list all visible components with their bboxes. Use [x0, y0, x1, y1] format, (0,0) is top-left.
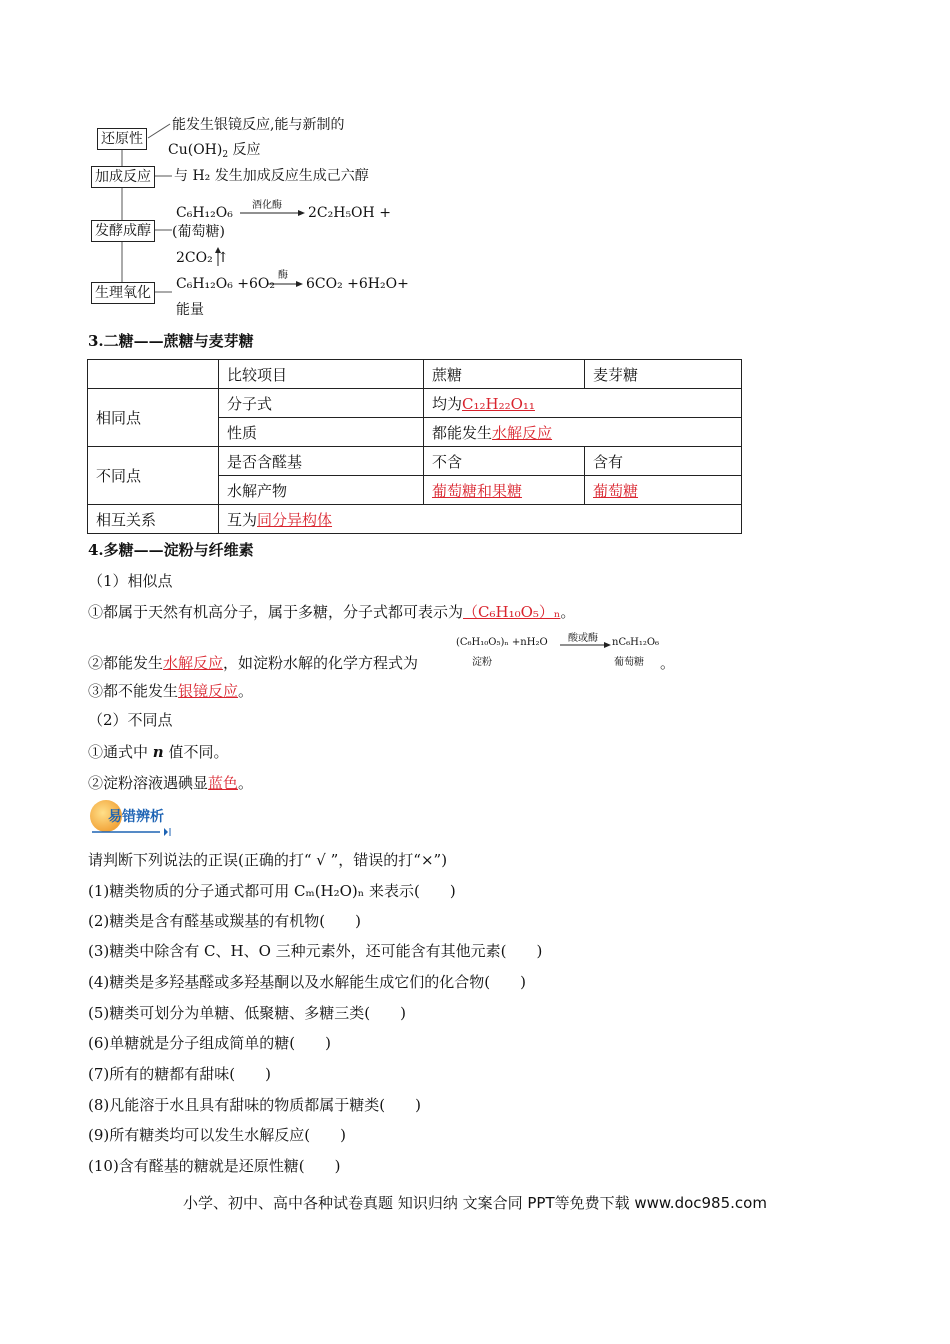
reduce-desc-line2: $Cu(OH)_2$ 反应 — [168, 142, 261, 160]
similar-heading: （1）相似点 — [88, 572, 173, 590]
answer-formula: C₁₂H₂₂O₁₁ — [462, 394, 535, 413]
table-row — [88, 447, 742, 476]
badge-label: 易错辨析 — [108, 809, 164, 825]
ferment-product: 2C₂H₅OH + — [308, 205, 391, 221]
oxidation-eq-right: 6CO₂ +6H₂O+ — [306, 276, 409, 292]
table-cell: 麦芽糖 — [585, 360, 742, 389]
addition-desc: 与 H₂ 发生加成反应生成己六醇 — [174, 168, 369, 184]
table-cell: 都能发生水解反应 — [424, 418, 742, 447]
table-cell: 互为同分异构体 — [219, 505, 742, 534]
different-heading: （2）不同点 — [88, 711, 173, 729]
equation-arrow — [560, 640, 612, 650]
different-item-2: ②淀粉溶液遇碘显蓝色。 — [88, 774, 254, 792]
disaccharide-table — [87, 359, 742, 534]
oxidation-energy: 能量 — [176, 302, 204, 318]
answer-hydro-sucrose: 葡萄糖和果糖 — [432, 481, 523, 500]
table-cell: 相互关系 — [88, 505, 219, 534]
table-cell: 水解产物 — [219, 476, 424, 505]
ferment-reactant: C₆H₁₂O₆ — [176, 205, 233, 221]
list-item: (1)糖类物质的分子通式都可用 Cₘ(H₂O)ₙ 来表示( ) — [88, 882, 456, 900]
answer-hydro-maltose: 葡萄糖 — [593, 481, 639, 500]
table-cell — [88, 360, 219, 389]
list-item: (8)凡能溶于水且具有甜味的物质都属于糖类( ) — [88, 1096, 421, 1114]
ferment-co2: 2CO₂ ↑ — [176, 250, 229, 266]
different-item-1: ①通式中 n 值不同。 — [88, 743, 229, 761]
similar-item-3: ③都不能发生银镜反应。 — [88, 682, 254, 700]
error-analysis-badge — [88, 798, 184, 838]
ferment-glucose-label: (葡萄糖) — [172, 224, 225, 240]
page-footer: 小学、初中、高中各种试卷真题 知识归纳 文案合同 PPT等免费下载 www.doc985.com — [183, 1194, 767, 1212]
list-item: (6)单糖就是分子组成简单的糖( ) — [88, 1034, 331, 1052]
table-row — [88, 505, 742, 534]
table-cell: 含有 — [585, 447, 742, 476]
list-item: (3)糖类中除含有 C、H、O 三种元素外，还可能含有其他元素( ) — [88, 942, 543, 960]
list-item: (9)所有糖类均可以发生水解反应( ) — [88, 1126, 346, 1144]
table-cell: 蔗糖 — [424, 360, 585, 389]
oxidation-enzyme: 酶 — [278, 270, 288, 281]
table-cell: 是否含醛基 — [219, 447, 424, 476]
section4-heading: 4.多糖——淀粉与纤维素 — [88, 541, 254, 559]
box-fermentation: 发酵成醇 — [91, 220, 155, 242]
diagram-connectors — [0, 0, 950, 330]
section3-heading: 3.二糖——蔗糖与麦芽糖 — [88, 332, 254, 350]
table-cell: 不含 — [424, 447, 585, 476]
reduce-desc-line1: 能发生银镜反应,能与新制的 — [172, 117, 345, 133]
errors-intro: 请判断下列说法的正误(正确的打“ √ ”，错误的打“×”) — [88, 851, 448, 869]
answer-property: 水解反应 — [492, 423, 553, 442]
similar-item-1: ①都属于天然有机高分子，属于多糖，分子式都可表示为（C₆H₁₀O₅）ₙ。 — [88, 603, 576, 621]
list-item: (2)糖类是含有醛基或羰基的有机物( ) — [88, 912, 361, 930]
list-item: (4)糖类是多羟基醛或多羟基酮以及水解能生成它们的化合物( ) — [88, 973, 526, 991]
table-row — [88, 360, 742, 389]
table-cell: 均为C₁₂H₂₂O₁₁ — [424, 389, 742, 418]
oxidation-eq-left: C₆H₁₂O₆ +6O₂ — [176, 276, 276, 292]
answer-relation: 同分异构体 — [257, 510, 333, 529]
box-addition: 加成反应 — [91, 166, 155, 188]
list-item: (10)含有醛基的糖就是还原性糖( ) — [88, 1157, 341, 1175]
table-cell — [424, 476, 585, 505]
ferment-enzyme: 酒化酶 — [252, 200, 282, 211]
table-cell: 性质 — [219, 418, 424, 447]
table-cell: 比较项目 — [219, 360, 424, 389]
table-cell: 相同点 — [88, 389, 219, 447]
box-reducibility: 还原性 — [97, 128, 147, 150]
table-cell: 不同点 — [88, 447, 219, 505]
table-cell: 分子式 — [219, 389, 424, 418]
list-item: (5)糖类可划分为单糖、低聚糖、多糖三类( ) — [88, 1004, 406, 1022]
list-item: (7)所有的糖都有甜味( ) — [88, 1065, 271, 1083]
table-row — [88, 389, 742, 418]
table-cell — [585, 476, 742, 505]
similar-item-2: ②都能发生水解反应，如淀粉水解的化学方程式为 — [88, 654, 419, 672]
box-oxidation: 生理氧化 — [91, 282, 155, 304]
